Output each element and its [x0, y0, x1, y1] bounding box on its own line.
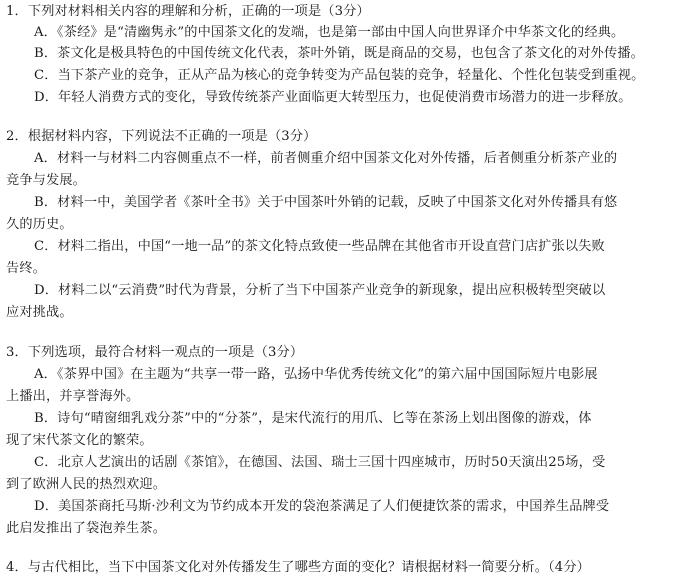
- question-3-option-c: C．北京人艺演出的话剧《茶馆》，在德国、法国、瑞士三国十四座城市，历时50天演出25场，受: [34, 455, 606, 470]
- question-3-option-d: D．美国茶商托马斯·沙利文为节约成本开发的袋泡茶满足了人们便捷饮茶的需求，中国养生品牌受: [34, 499, 610, 514]
- question-3-option-a: A．《茶界中国》在主题为“共享一带一路，弘扬中华优秀传统文化”的第六届中国国际短片电影展: [34, 367, 598, 382]
- question-1-stem: 1．下列对材料相关内容的理解和分析，正确的一项是（3分）: [6, 4, 370, 19]
- question-1-option-d: D．年轻人消费方式的变化，导致传统茶产业面临更大转型压力，也促使消费市场潜力的进一步释放。: [34, 90, 632, 105]
- question-3-option-c-continued: 到了欧洲人民的热烈欢迎。: [6, 477, 167, 492]
- question-1-option-c: C．当下茶产业的竞争，正从产品为核心的竞争转变为产品包装的竞争，轻量化、个性化包装受到重视。: [34, 68, 645, 83]
- question-1-option-b: B．茶文化是极具特色的中国传统文化代表，茶叶外销，既是商品的交易，也包含了茶文化的对外传播。: [34, 46, 645, 61]
- question-2-option-a: A．材料一与材料二内容侧重点不一样，前者侧重介绍中国茶文化对外传播，后者侧重分析茶产业的: [34, 151, 618, 166]
- question-4-stem: 4．与古代相比，当下中国茶文化对外传播发生了哪些方面的变化？请根据材料一简要分析。（4分）: [6, 560, 590, 575]
- question-3-stem: 3．下列选项，最符合材料一观点的一项是（3分）: [6, 345, 304, 360]
- question-2-stem: 2．根据材料内容，下列说法不正确的一项是（3分）: [6, 129, 317, 144]
- question-2-option-c: C．材料二指出，中国“一地一品”的茶文化特点致使一些品牌在其他省市开设直营门店扩张以失败: [34, 239, 605, 254]
- question-3-option-b-continued: 现了宋代茶文化的繁荣。: [6, 433, 153, 448]
- question-2-option-b-continued: 久的历史。: [6, 217, 73, 232]
- question-2-option-d: D．材料二以“云消费”时代为背景，分析了当下中国茶产业竞争的新现象，提出应积极转型突破以: [34, 283, 606, 298]
- question-3-option-b: B．诗句“晴窗细乳戏分茶”中的“分茶”，是宋代流行的用爪、匕等在茶汤上划出图像的游戏，体: [34, 411, 592, 426]
- question-2-option-a-continued: 竞争与发展。: [6, 173, 87, 188]
- question-2-option-c-continued: 告终。: [6, 261, 47, 276]
- question-2-option-b: B．材料一中，美国学者《茶叶全书》关于中国茶叶外销的记载，反映了中国茶文化对外传播具有悠: [34, 195, 618, 210]
- question-3-option-d-continued: 此启发推出了袋泡养生茶。: [6, 521, 167, 536]
- question-2-option-d-continued: 应对挑战。: [6, 305, 73, 320]
- question-1-option-a: A．《茶经》是“清幽隽永”的中国茶文化的发端，也是第一部由中国人向世界译介中华茶文化的经典。: [34, 25, 625, 40]
- question-3-option-a-continued: 上播出，并享誉海外。: [6, 389, 140, 404]
